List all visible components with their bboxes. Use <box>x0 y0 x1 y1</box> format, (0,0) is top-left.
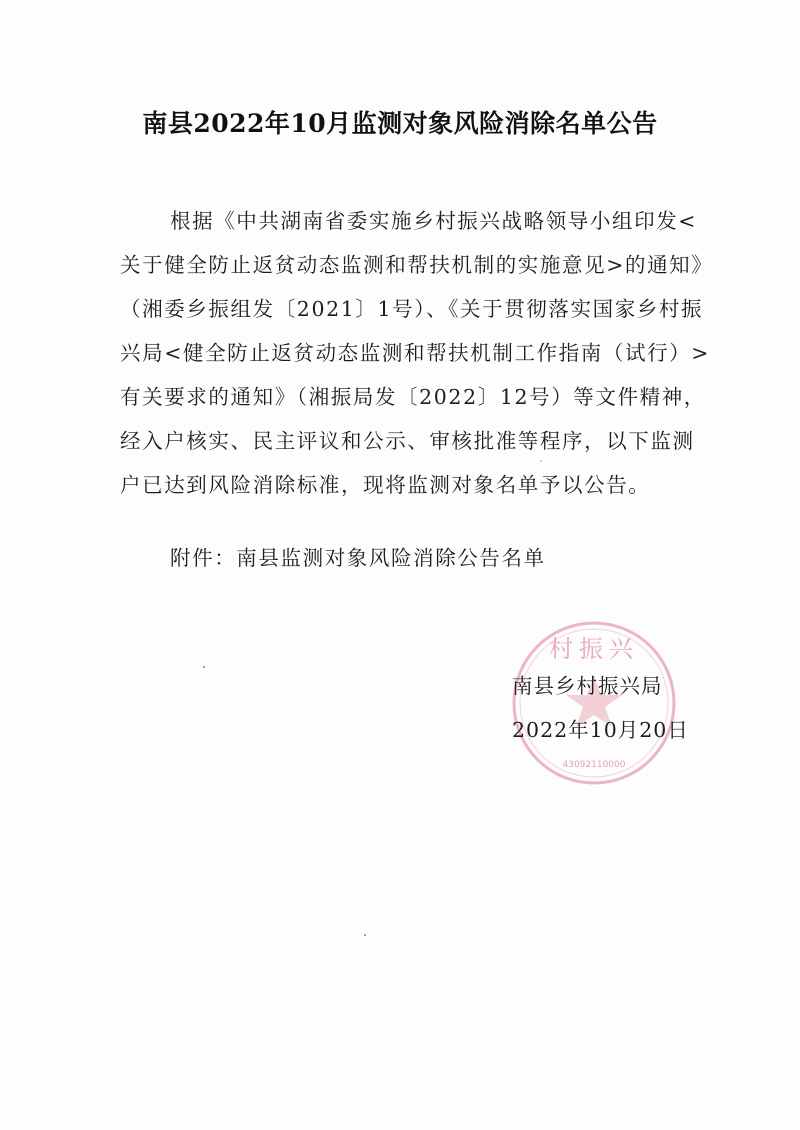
seal-text: 村振兴 <box>549 635 639 663</box>
body-line: 兴局<健全防止返贫动态监测和帮扶机制工作指南（试行）> <box>120 341 711 365</box>
document-title: 南县2022年10月监测对象风险消除名单公告 <box>142 109 658 138</box>
signature-block <box>512 664 689 752</box>
body-line: 根据《中共湖南省委实施乡村振兴战略领导小组印发< <box>170 209 698 233</box>
body-line: 经入户核实、民主评议和公示、审核批准等程序，以下监测 <box>120 429 695 453</box>
scan-speck <box>364 934 366 936</box>
body-line: 户已达到风险消除标准，现将监测对象名单予以公告。 <box>120 473 651 497</box>
attachment-note: 附件：南县监测对象风险消除公告名单 <box>170 546 546 570</box>
scan-speck <box>540 460 542 462</box>
issue-date: 2022年10月20日 <box>512 718 689 742</box>
body-line: （湘委乡振组发〔2021〕1号）、《关于贯彻落实国家乡村振 <box>120 297 704 321</box>
scan-speck <box>203 666 205 668</box>
issuing-organization: 南县乡村振兴局 <box>512 674 663 698</box>
body-line: 有关要求的通知》（湘振局发〔2022〕12号）等文件精神， <box>120 385 706 409</box>
document-body <box>120 199 714 507</box>
seal-number: 43092110000 <box>562 760 626 770</box>
body-line: 关于健全防止返贫动态监测和帮扶机制的实施意见>的通知》 <box>120 253 714 277</box>
